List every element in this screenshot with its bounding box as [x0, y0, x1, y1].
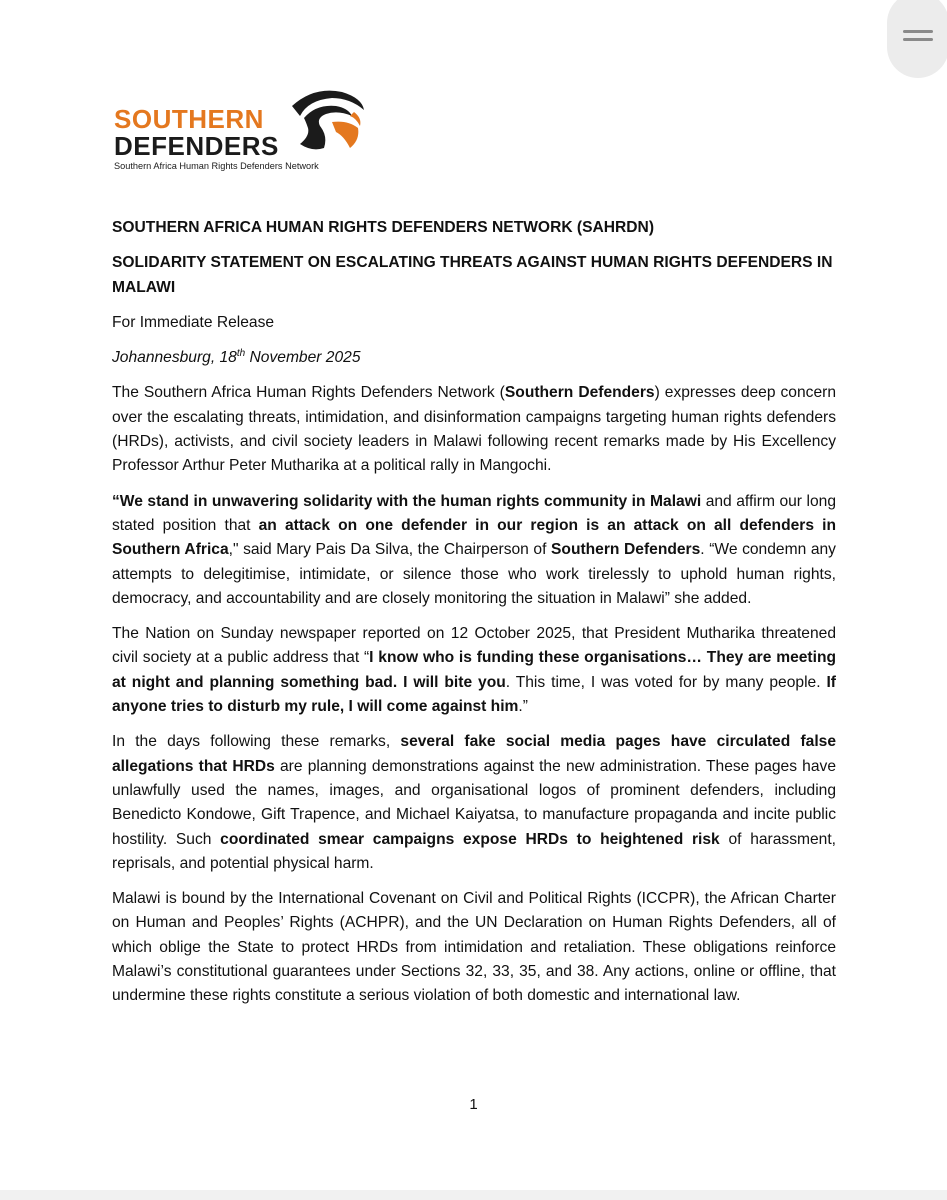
menu-line-2	[903, 38, 933, 41]
logo-tagline: Southern Africa Human Rights Defenders Network	[114, 161, 319, 171]
p2-text-b: and affirm our long stated position that	[112, 492, 836, 534]
p3-text-e: .”	[518, 698, 528, 716]
shield-emblem-icon	[288, 88, 368, 154]
statement-body	[112, 216, 836, 1020]
p4-text-e: of harassment, reprisals, and potential physical harm.	[112, 830, 836, 872]
dateline-month-year: November 2025	[245, 349, 361, 367]
p1-text-c: ) expresses deep concern over the escalating threats, intimidation, and disinformation campaigns targeting human rights defenders (HRDs), activists, and civil society leaders in Malawi following recent remarks made by His Excellency Professor Arthur Peter Mutharika at a political rally in Mangochi.	[112, 384, 836, 475]
paragraph-2	[112, 490, 836, 611]
p3-bold-d: If anyone tries to disturb my rule, I will come against him	[112, 673, 836, 716]
dateline	[112, 346, 836, 370]
p2-bold-a: “We stand in unwavering solidarity with the human rights community in Malawi	[112, 492, 702, 510]
dateline-ordinal: th	[236, 348, 246, 359]
paragraph-5: Malawi is bound by the International Covenant on Civil and Political Rights (ICCPR), the African Charter on Human and Peoples’ Rights (ACHPR), and the UN Declaration on Human Rights Defenders, all of which oblige the State to protect HRDs from intimidation and retaliation. These obligations reinforce Malawi’s constitutional guarantees under Sections 32, 33, 35, and 38. Any actions, online or offline, that undermine these rights constitute a serious violation of both domestic and international law.	[112, 890, 836, 1005]
p2-text-f: . “We condemn any attempts to delegitimise, intimidate, or silence those who work tirelessly to uphold human rights, democracy, and accountability and are closely monitoring the situation in Malawi” she added.	[112, 541, 836, 607]
paragraph-1	[112, 381, 836, 478]
menu-line-1	[903, 30, 933, 33]
release-note: For Immediate Release	[112, 313, 275, 331]
p3-text-c: . This time, I was voted for by many people.	[505, 673, 827, 691]
p4-bold-d: coordinated smear campaigns expose HRDs to heightened risk	[220, 830, 720, 848]
p4-text-c: are planning demonstrations against the new administration. These pages have unlawfully used the names, images, and organisational logos of prominent defenders, including Benedicto Kondowe, Gift Trapence, and Michael Kaiyatsa, to manufacture propaganda and incite public hostility. Such	[112, 757, 836, 848]
p1-text-a: The Southern Africa Human Rights Defenders Network (	[112, 384, 505, 402]
p2-text-d: ," said Mary Pais Da Silva, the Chairperson of	[228, 541, 552, 559]
p4-bold-b: several fake social media pages have circulated false allegations that HRDs	[112, 733, 836, 775]
page-number: 1	[469, 1096, 478, 1113]
statement-title: SOLIDARITY STATEMENT ON ESCALATING THREATS AGAINST HUMAN RIGHTS DEFENDERS IN MALAWI	[112, 254, 833, 296]
p2-bold-c: an attack on one defender in our region is an attack on all defenders in Southern Africa	[112, 516, 836, 559]
paragraph-3	[112, 622, 836, 719]
logo-line-defenders: DEFENDERS	[114, 131, 279, 161]
dateline-place-day: Johannesburg, 18	[112, 349, 237, 367]
p3-text-a: The Nation on Sunday newspaper reported on 12 October 2025, that President Mutharika threatened civil society at a public address that “	[112, 625, 836, 667]
menu-handle[interactable]	[887, 0, 947, 78]
southern-defenders-logo	[112, 88, 372, 174]
logo-line-southern: SOUTHERN	[114, 104, 264, 134]
p4-text-a: In the days following these remarks,	[112, 733, 401, 751]
p1-bold-b: Southern Defenders	[504, 384, 655, 402]
paragraph-4	[112, 730, 836, 876]
p3-bold-b: I know who is funding these organisations… They are meeting at night and planning something bad. I will bite you	[112, 649, 836, 691]
p2-bold-e: Southern Defenders	[551, 541, 701, 559]
org-heading: SOUTHERN AFRICA HUMAN RIGHTS DEFENDERS NETWORK (SAHRDN)	[112, 219, 655, 236]
bottom-strip	[0, 1190, 947, 1200]
